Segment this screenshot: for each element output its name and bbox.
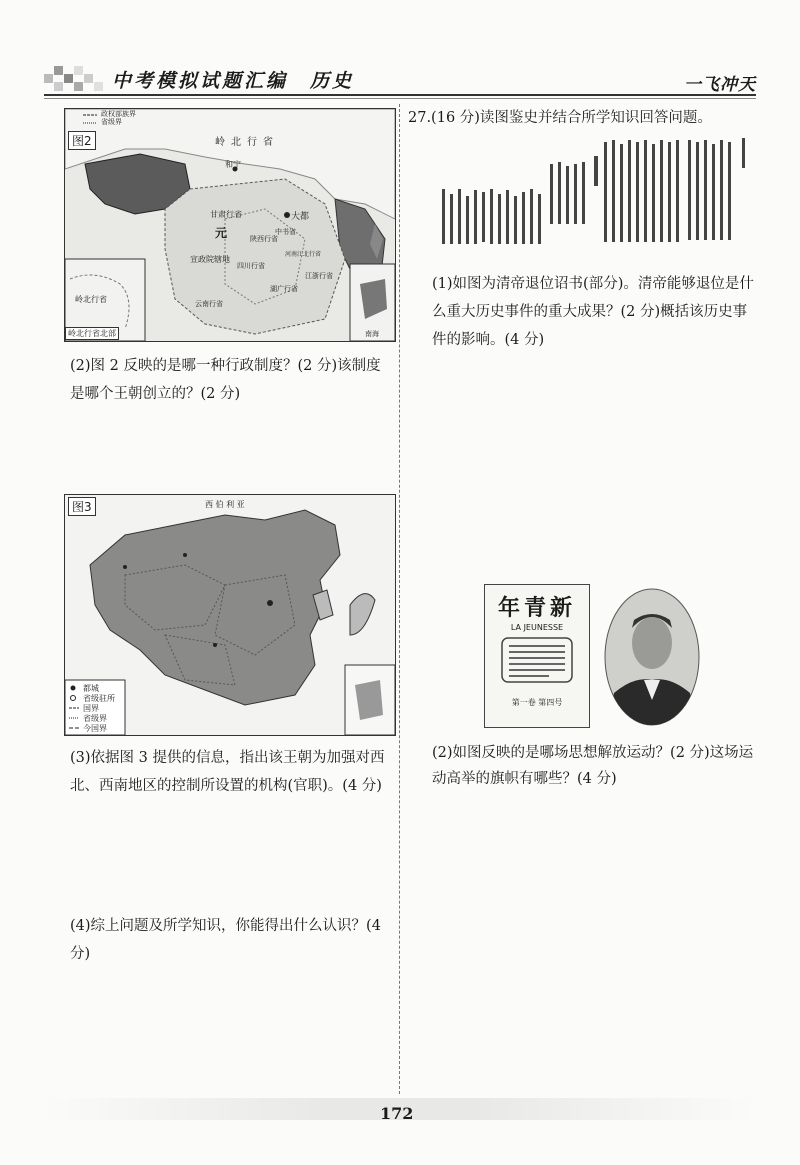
question-3: (3)依据图 3 提供的信息，指出该王朝为加强对西北、西南地区的控制所设置的机构(官职)。(4 分) — [70, 750, 385, 794]
map-place: 宣政院辖地 — [190, 255, 230, 264]
portrait-graphic — [604, 588, 700, 726]
magazine-contents-box — [501, 637, 573, 683]
portrait-photo — [604, 588, 700, 726]
question-27: 27.(16 分)读图鉴史并结合所学知识回答问题。 — [408, 110, 712, 126]
inset-label: 南海 — [365, 330, 379, 338]
question-2: (2)图 2 反映的是哪一种行政制度？(2 分)该制度是哪个王朝创立的？(2 分) — [70, 358, 381, 402]
column-divider — [399, 104, 400, 1094]
legend-item: 省级驻所 — [83, 694, 115, 703]
magazine-subtitle: LA JEUNESSE — [510, 623, 564, 632]
legend-item: 都城 — [83, 684, 99, 693]
map-place: 岭北行省 — [75, 295, 107, 304]
legend-item: 政权部族界 — [101, 110, 136, 118]
legend-item: 省级界 — [101, 118, 122, 126]
map-place: 湖广行省 — [270, 285, 298, 293]
figure-3-label: 图3 — [68, 497, 96, 516]
map-place: 岭北行省 — [215, 137, 279, 148]
map-place: 元 — [215, 226, 228, 240]
map-place: 大都 — [291, 212, 310, 222]
question-27-1: (1)如图为清帝退位诏书(部分)。清帝能够退位是什么重大历史事件的重大成果？(2 分)概括该历史事件的影响。(4 分) — [432, 276, 754, 348]
magazine-cover — [484, 584, 590, 728]
header-rule-thin — [44, 98, 756, 99]
map-place: 四川行省 — [237, 262, 265, 270]
header-title — [112, 66, 354, 93]
map-place: 甘肃行省 — [210, 210, 242, 219]
question-4: (4)综上问题及所学知识，你能得出什么认识？(4 分) — [70, 918, 381, 962]
figure-2-label: 图2 — [68, 131, 96, 150]
page-number: 172 — [380, 1104, 414, 1123]
map-place: 江浙行省 — [305, 272, 333, 280]
legend-item: 今国界 — [83, 724, 107, 733]
abdication-edict-image — [438, 134, 760, 252]
map-place: 中书省 — [275, 228, 296, 236]
map-place: 西 伯 利 亚 — [205, 500, 245, 509]
map-place: 和宁 — [225, 160, 241, 169]
header-decoration — [44, 66, 110, 92]
magazine-title: 年青新 — [497, 595, 576, 621]
header-rule — [44, 94, 756, 96]
map-figure-3 — [64, 494, 396, 736]
edict-graphic — [438, 134, 760, 252]
map-place: 河南江北行省 — [285, 251, 322, 258]
subject-title: 历史 — [310, 70, 355, 92]
map-place: 云南行省 — [195, 300, 223, 308]
inset-label: 岭北行省北部 — [65, 327, 119, 340]
map-place: 陕西行省 — [250, 235, 278, 243]
legend-item: 国界 — [83, 704, 99, 713]
map-figure-2 — [64, 108, 396, 342]
brand-logo: 一飞冲天 — [684, 75, 756, 95]
legend-item: 省级界 — [83, 714, 107, 723]
question-27-2: (2)如图反映的是哪场思想解放运动？(2 分)这场运动高举的旗帜有哪些？(4 分) — [432, 745, 754, 787]
magazine-issue: 第一卷 第四号 — [511, 698, 563, 707]
book-title: 中考模拟试题汇编 — [112, 70, 289, 92]
